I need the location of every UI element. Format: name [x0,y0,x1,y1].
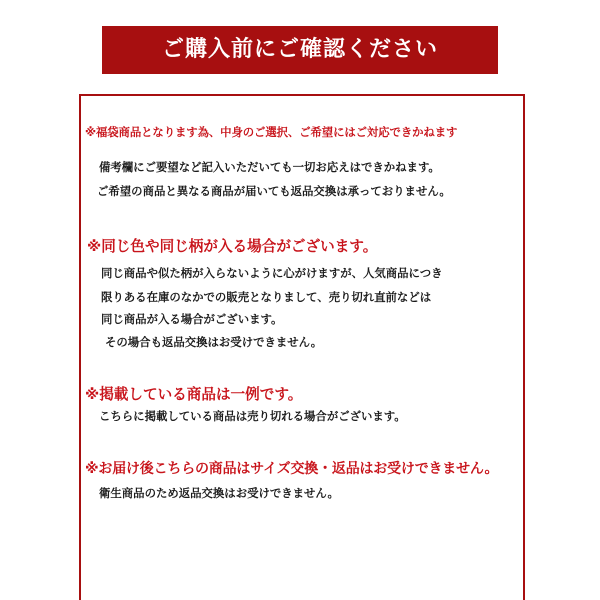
notice-text: 備考欄にご要望など記入いただいても一切お応えはできかねます。 [99,160,440,174]
notice-text: 同じ商品や似た柄が入らないように心がけますが、人気商品につき [101,266,443,280]
notice-heading-no-returns: ※お届け後こちらの商品はサイズ交換・返品はお受けできません。 [85,461,499,477]
notice-text: その場合も返品交換はお受けできません。 [105,335,323,349]
notice-heading-example: ※掲載している商品は一例です。 [85,386,303,403]
notice-text: 限りある在庫のなかでの販売となりまして、売り切れ直前などは [101,290,432,304]
notice-text: 衛生商品のため返品交換はお受けできません。 [99,486,339,500]
notice-text: こちらに掲載している商品は売り切れる場合がございます。 [99,409,406,423]
notice-heading-lucky-bag: ※福袋商品となります為、中身のご選択、ご希望にはご対応できかねます [85,125,458,139]
notice-text: ご希望の商品と異なる商品が届いても返品交換は承っておりません。 [97,184,451,198]
header-banner [102,26,498,74]
notice-text: 同じ商品が入る場合がございます。 [101,312,283,326]
notice-heading-duplicates: ※同じ色や同じ柄が入る場合がございます。 [87,238,378,255]
header-title: ご購入前にご確認ください [161,37,438,62]
